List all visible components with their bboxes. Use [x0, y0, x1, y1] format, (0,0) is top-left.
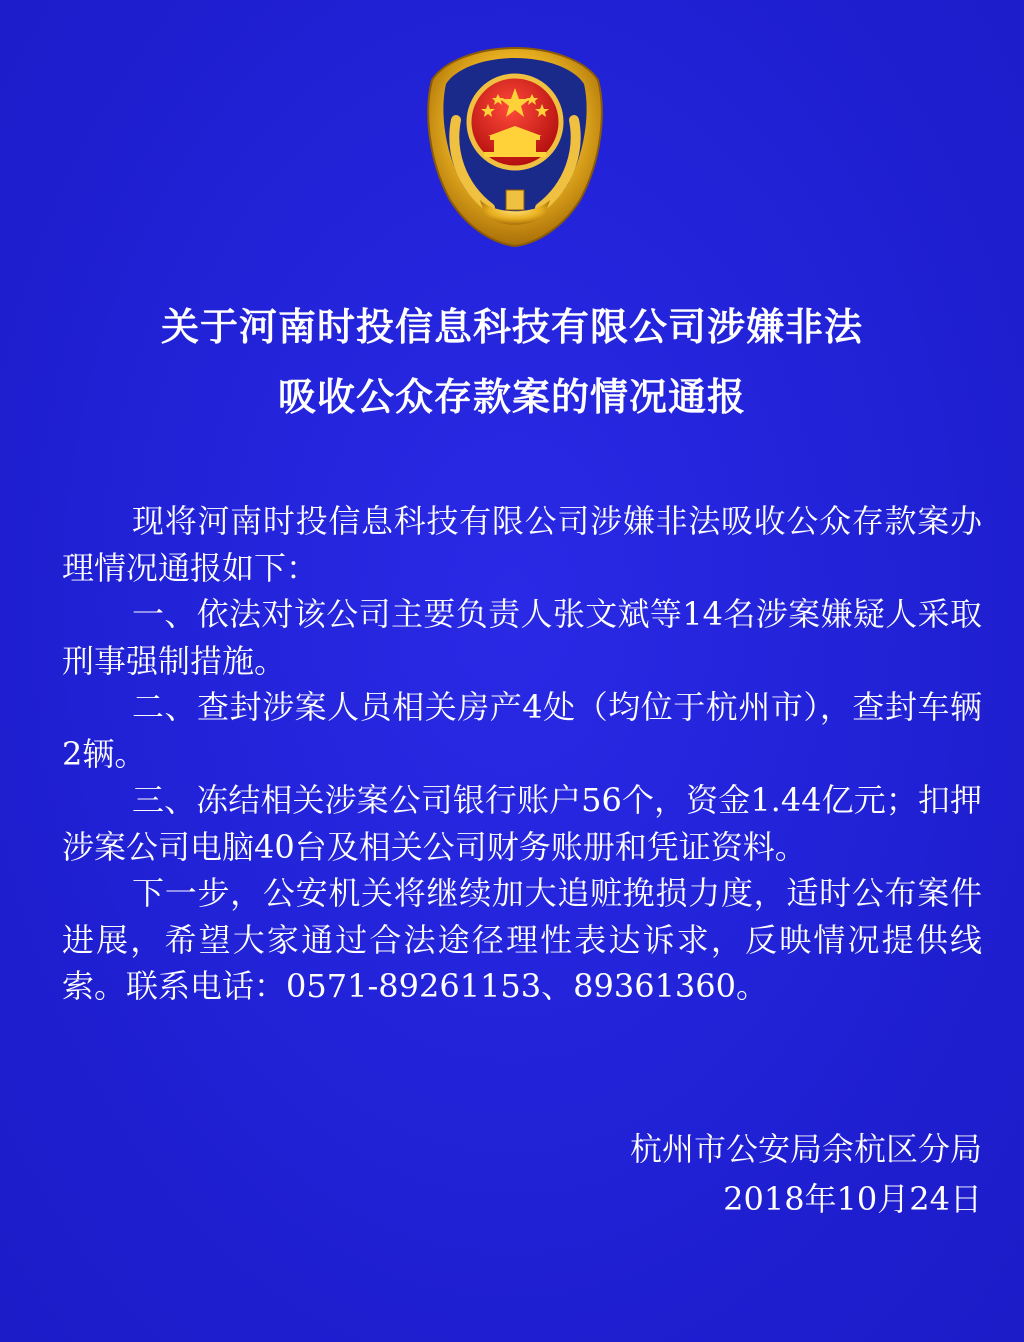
notice-title-line1: 关于河南时投信息科技有限公司涉嫌非法	[160, 305, 863, 349]
issuing-organization: 杭州市公安局余杭区分局	[629, 1130, 982, 1168]
item-3-paragraph: 三、冻结相关涉案公司银行账户56个，资金1.44亿元；扣押涉案公司电脑40台及相关公司财务账册和凭证资料。	[62, 781, 982, 866]
notice-title-line2: 吸收公众存款案的情况通报	[277, 375, 746, 419]
police-emblem-icon	[420, 40, 610, 250]
intro-paragraph: 现将河南时投信息科技有限公司涉嫌非法吸收公众存款案办理情况通报如下：	[62, 502, 982, 587]
item-1-paragraph: 一、依法对该公司主要负责人张文斌等14名涉案嫌疑人采取刑事强制措施。	[62, 595, 982, 680]
issue-date: 2018年10月24日	[723, 1180, 982, 1218]
next-step-paragraph: 下一步，公安机关将继续加大追赃挽损力度，适时公布案件进展，希望大家通过合法途径理性表达诉求，反映情况提供线索。联系电话：0571-89261153、89361360。	[62, 874, 982, 1005]
item-2-paragraph: 二、查封涉案人员相关房产4处（均位于杭州市），查封车辆2辆。	[62, 688, 982, 773]
notice-body	[62, 498, 982, 1010]
